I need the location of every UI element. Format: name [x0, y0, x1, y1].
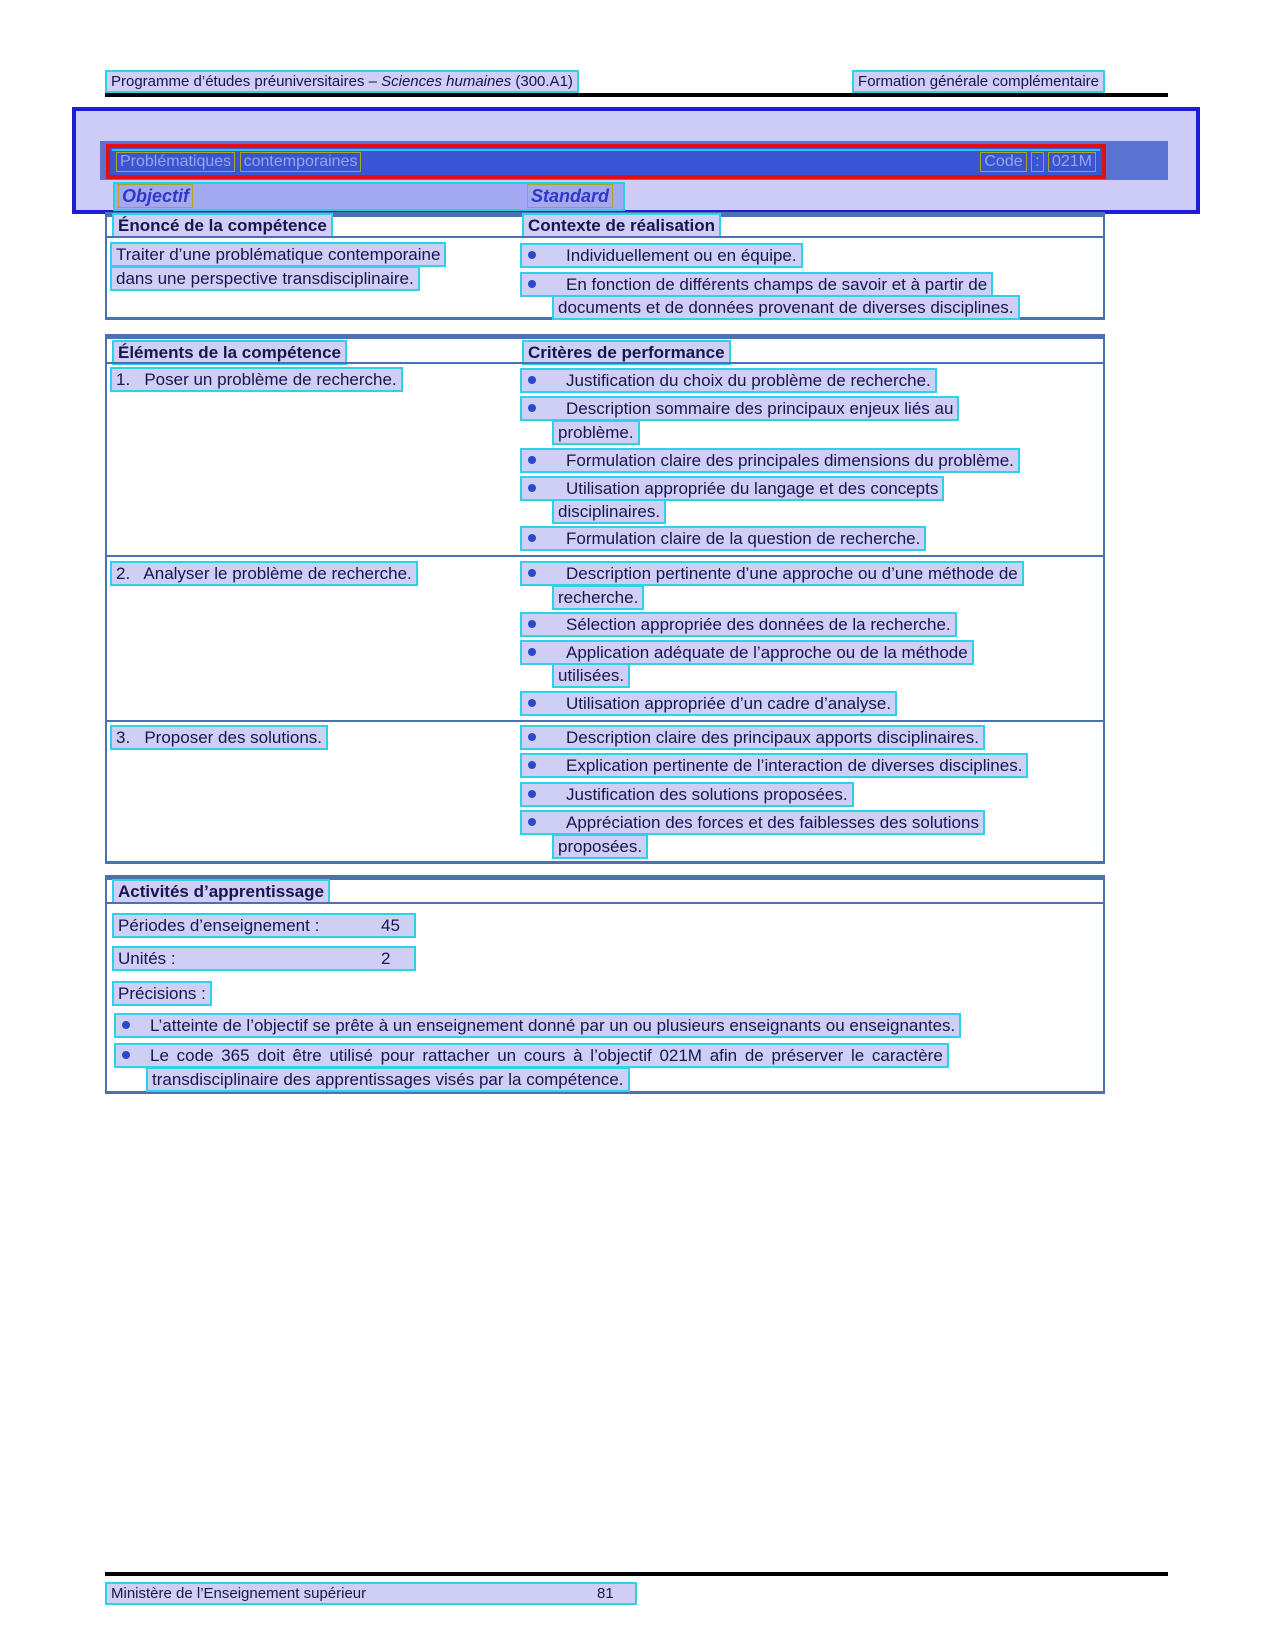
critere-1-3: Formulation claire des principales dimensions du problème.: [520, 448, 1020, 473]
bullet-icon: [122, 1021, 130, 1029]
code-value: 021M: [1048, 152, 1096, 172]
header-program: [105, 70, 579, 93]
critere-3-1: Description claire des principaux apports disciplinaires.: [520, 725, 985, 750]
bullet-icon: [528, 456, 536, 464]
precision-bullet-2-wrap: transdisciplinaire des apprentissages visés par la compétence.: [146, 1067, 630, 1092]
bullet-icon: [528, 733, 536, 741]
activites-title: Activités d’apprentissage: [112, 879, 330, 904]
bullet-icon: [528, 699, 536, 707]
critere-2-2: Sélection appropriée des données de la recherche.: [520, 612, 957, 637]
header-right-label: Formation générale complémentaire: [852, 70, 1105, 93]
activites-header-separator: [106, 902, 1104, 904]
critere-2-3: Application adéquate de l’approche ou de la méthode: [520, 640, 974, 665]
critere-2-4: Utilisation appropriée d’un cadre d’analyse.: [520, 691, 897, 716]
competency-code: [980, 152, 1096, 172]
bullet-icon: [122, 1051, 130, 1059]
elements-header-separator: [106, 362, 1104, 364]
competence-header-left: Énoncé de la compétence: [112, 213, 333, 238]
periodes-value: 45: [381, 916, 400, 935]
critere-2-1: Description pertinente d’une approche ou d’une méthode de: [520, 561, 1024, 586]
precisions-label: Précisions :: [112, 981, 212, 1006]
element-2-label: 2. Analyser le problème de recherche.: [110, 561, 418, 586]
critere-2-1-wrap: recherche.: [552, 585, 644, 610]
bullet-icon: [528, 376, 536, 384]
standard-label: Standard: [527, 184, 613, 208]
contexte-bullet-1: Individuellement ou en équipe.: [520, 243, 803, 268]
bullet-icon: [528, 534, 536, 542]
unites-line: Unités : 2: [112, 946, 416, 971]
bullet-icon: [528, 818, 536, 826]
competence-header-separator: [106, 236, 1104, 238]
critere-1-5: Formulation claire de la question de recherche.: [520, 526, 926, 551]
enonce-line-1: Traiter d’une problématique contemporaine: [110, 242, 446, 267]
bullet-icon: [528, 280, 536, 288]
competency-title: [116, 152, 361, 172]
objectif-label: Objectif: [118, 184, 193, 208]
precision-bullet-1: L’atteinte de l’objectif se prête à un enseignement donné par un ou plusieurs enseignants ou enseignantes.: [114, 1013, 961, 1038]
bullet-icon: [528, 620, 536, 628]
critere-2-3-wrap: utilisées.: [552, 663, 630, 688]
critere-3-3: Justification des solutions proposées.: [520, 782, 854, 807]
header-program-italic: Sciences humaines: [381, 73, 512, 90]
bullet-icon: [528, 790, 536, 798]
footer-line: [105, 1582, 637, 1605]
bullet-icon: [528, 404, 536, 412]
elements-header-left: Éléments de la compétence: [112, 340, 347, 365]
critere-1-2-wrap: problème.: [552, 420, 640, 445]
contexte-bullet-2-wrap: documents et de données provenant de diverses disciplines.: [552, 295, 1020, 320]
code-colon: :: [1031, 152, 1043, 172]
footer-page-number: 81: [597, 1585, 614, 1602]
elements-header-right: Critères de performance: [522, 340, 731, 365]
critere-1-2: Description sommaire des principaux enjeux liés au: [520, 396, 959, 421]
row-separator: [106, 555, 1104, 557]
header-program-suffix: (300.A1): [511, 73, 573, 90]
critere-3-2: Explication pertinente de l’interaction de diverses disciplines.: [520, 753, 1028, 778]
code-label: Code: [980, 152, 1026, 172]
row-separator: [106, 720, 1104, 722]
critere-3-4-wrap: proposées.: [552, 834, 648, 859]
competency-title-bar: [106, 144, 1106, 179]
footer-ministry: Ministère de l’Enseignement supérieur: [111, 1585, 367, 1602]
bullet-icon: [528, 569, 536, 577]
bullet-icon: [528, 648, 536, 656]
title-word-1: Problématiques: [116, 152, 235, 172]
bullet-icon: [528, 251, 536, 259]
contexte-bullet-2: En fonction de différents champs de savoir et à partir de: [520, 272, 993, 297]
critere-1-4-wrap: disciplinaires.: [552, 499, 666, 524]
bullet-icon: [528, 484, 536, 492]
critere-1-4: Utilisation appropriée du langage et des concepts: [520, 476, 944, 501]
critere-1-1: Justification du choix du problème de recherche.: [520, 368, 937, 393]
element-3-label: 3. Proposer des solutions.: [110, 725, 328, 750]
enonce-line-2: dans une perspective transdisciplinaire.: [110, 266, 420, 291]
header-program-prefix: Programme d’études préuniversitaires –: [111, 73, 382, 90]
footer-rule: [105, 1572, 1168, 1576]
title-word-2: contemporaines: [240, 152, 362, 172]
objectif-standard-band: [113, 182, 625, 211]
periodes-line: Périodes d’enseignement : 45: [112, 913, 416, 938]
header-rule: [105, 93, 1168, 97]
title-line-box: [112, 149, 1100, 151]
precision-bullet-2: Le code 365 doit être utilisé pour rattacher un cours à l’objectif 021M afin de préserver le caractère: [114, 1043, 949, 1068]
critere-3-4: Appréciation des forces et des faiblesses des solutions: [520, 810, 985, 835]
element-1-label: 1. Poser un problème de recherche.: [110, 367, 403, 392]
competence-header-right: Contexte de réalisation: [522, 213, 721, 238]
unites-value: 2: [381, 949, 391, 968]
bullet-icon: [528, 761, 536, 769]
